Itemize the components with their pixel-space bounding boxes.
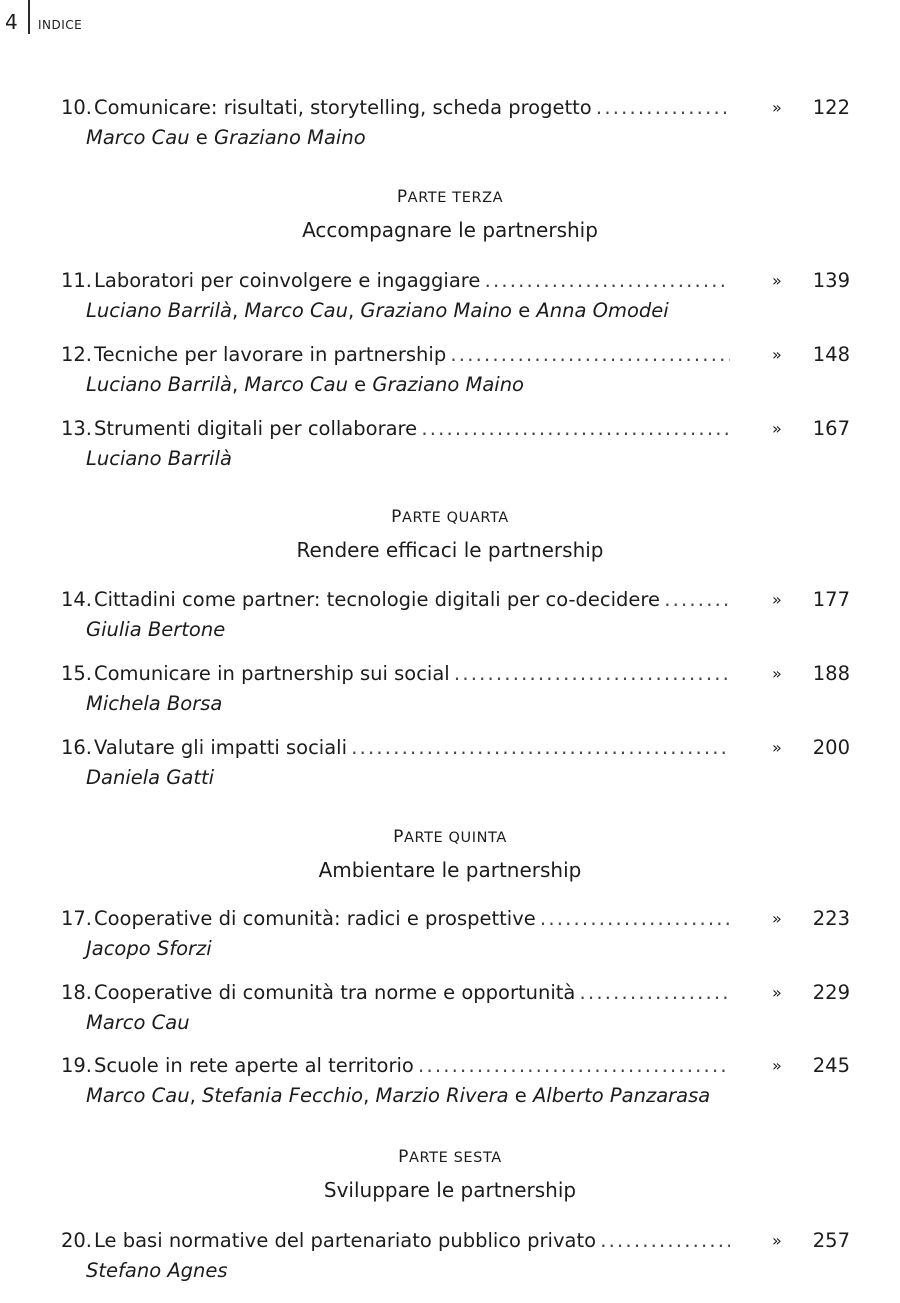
author-separator: e: [512, 299, 537, 322]
chapter-title: Comunicare: risultati, storytelling, scheda progetto . . .: [94, 93, 730, 123]
author-name: Anna Omodei: [536, 299, 669, 322]
chapter-number: 14.: [60, 588, 92, 611]
chapter-number: 10.: [60, 96, 92, 119]
chapter-number: 20.: [60, 1229, 92, 1252]
chapter-page-number: 257: [812, 1229, 850, 1252]
page-marker: »: [772, 738, 782, 757]
chapter-authors: [86, 123, 366, 153]
toc-entry-line: [0, 904, 900, 934]
author-name: Giulia Bertone: [86, 618, 226, 641]
page-marker: »: [772, 98, 782, 117]
chapter-authors: [86, 1256, 228, 1286]
chapter-page-number: 148: [812, 343, 850, 366]
part-label-rest: ARTE QUINTA: [403, 830, 507, 846]
header-rule: [28, 0, 30, 34]
chapter-page-number: 229: [812, 981, 850, 1004]
chapter-title: Cittadini come partner: tecnologie digitali per co-decidere . . .: [94, 585, 730, 615]
chapter-authors: [86, 444, 232, 474]
toc-entry-line: [0, 585, 900, 615]
author-name: Marco Cau: [244, 299, 348, 322]
author-separator: e: [508, 1084, 533, 1107]
author-separator: ,: [347, 299, 361, 322]
part-label-initial: P: [398, 1147, 410, 1167]
author-name: Marco Cau: [86, 1011, 190, 1034]
page-marker: »: [772, 983, 782, 1002]
toc-entry-line: [0, 659, 900, 689]
chapter-title: Cooperative di comunità tra norme e opportunità . . .: [94, 978, 730, 1008]
part-label-rest: ARTE QUARTA: [402, 510, 509, 526]
toc-entry: [0, 659, 900, 715]
chapter-authors: [86, 370, 524, 400]
toc-entry: [0, 93, 900, 149]
chapter-authors: [86, 615, 225, 645]
chapter-number: 13.: [60, 417, 92, 440]
page-marker: »: [772, 345, 782, 364]
chapter-page-number: 122: [812, 96, 850, 119]
toc-entry-line: [0, 978, 900, 1008]
toc-entry-line: [0, 1226, 900, 1256]
chapter-page-number: 223: [812, 907, 850, 930]
toc-entry: [0, 733, 900, 789]
chapter-title: Cooperative di comunità: radici e prospettive . . .: [94, 904, 730, 934]
toc-entry: [0, 266, 900, 322]
toc-entry-line: [0, 266, 900, 296]
chapter-authors: [86, 934, 212, 964]
author-name: Luciano Barrilà: [86, 299, 232, 322]
part-title: Accompagnare le partnership: [302, 218, 598, 242]
part-heading: [0, 1146, 900, 1206]
toc-entry-line: [0, 733, 900, 763]
chapter-number: 12.: [60, 343, 92, 366]
page-marker: »: [772, 909, 782, 928]
toc-entry: [0, 1226, 900, 1282]
part-label-rest: ARTE TERZA: [407, 190, 504, 206]
toc-entry: [0, 978, 900, 1034]
toc-entry: [0, 414, 900, 470]
chapter-authors: [86, 763, 214, 793]
toc-entry-line: [0, 414, 900, 444]
chapter-number: 19.: [60, 1054, 92, 1077]
page-marker: »: [772, 271, 782, 290]
part-title: Sviluppare le partnership: [323, 1178, 577, 1202]
chapter-number: 16.: [60, 736, 92, 759]
chapter-page-number: 177: [812, 588, 850, 611]
running-header: [0, 0, 900, 40]
page-number: 4: [5, 10, 18, 34]
toc-entry: [0, 340, 900, 396]
chapter-number: 17.: [60, 907, 92, 930]
chapter-title: Valutare gli impatti sociali . . .: [94, 733, 730, 763]
author-separator: e: [189, 126, 214, 149]
author-separator: ,: [231, 299, 245, 322]
chapter-number: 15.: [60, 662, 92, 685]
part-heading: [0, 506, 900, 566]
author-name: Stefano Agnes: [86, 1259, 228, 1282]
part-heading: [0, 826, 900, 886]
chapter-title: Tecniche per lavorare in partnership . . .: [94, 340, 730, 370]
toc-entry-line: [0, 1051, 900, 1081]
page-marker: »: [772, 419, 782, 438]
author-name: Graziano Maino: [372, 373, 524, 396]
author-name: Michela Borsa: [86, 692, 223, 715]
part-label-initial: P: [393, 827, 404, 847]
page-marker: »: [772, 1056, 782, 1075]
toc-entry-line: [0, 340, 900, 370]
part-heading: [0, 186, 900, 246]
author-name: Graziano Maino: [360, 299, 512, 322]
chapter-number: 11.: [60, 269, 92, 292]
chapter-title: Le basi normative del partenariato pubblico privato . . .: [94, 1226, 730, 1256]
chapter-title: Comunicare in partnership sui social . . .: [94, 659, 730, 689]
author-name: Alberto Panzarasa: [532, 1084, 711, 1107]
author-name: Stefania Fecchio: [201, 1084, 364, 1107]
chapter-number: 18.: [60, 981, 92, 1004]
chapter-authors: [86, 1081, 710, 1111]
author-name: Luciano Barrilà: [86, 373, 232, 396]
author-name: Marco Cau: [86, 126, 190, 149]
chapter-authors: [86, 1008, 190, 1038]
page-marker: »: [772, 664, 782, 683]
chapter-page-number: 139: [812, 269, 850, 292]
part-label: [0, 186, 900, 208]
chapter-page-number: 188: [812, 662, 850, 685]
toc-entry: [0, 585, 900, 641]
author-separator: ,: [189, 1084, 202, 1107]
author-name: Luciano Barrilà: [86, 447, 232, 470]
part-label-initial: P: [391, 507, 403, 527]
chapter-title: Scuole in rete aperte al territorio . . .: [94, 1051, 730, 1081]
author-separator: ,: [363, 1084, 376, 1107]
chapter-authors: [86, 689, 222, 719]
part-label: [0, 1146, 900, 1168]
chapter-title: Laboratori per coinvolgere e ingaggiare . . .: [94, 266, 730, 296]
chapter-page-number: 245: [812, 1054, 850, 1077]
author-name: Marco Cau: [86, 1084, 190, 1107]
toc-entry: [0, 1051, 900, 1107]
running-title: INDICE: [38, 18, 83, 32]
author-name: Graziano Maino: [213, 126, 366, 149]
author-separator: ,: [231, 373, 245, 396]
page-marker: »: [772, 590, 782, 609]
part-label: [0, 506, 900, 528]
author-name: Daniela Gatti: [86, 766, 215, 789]
part-title: Rendere efficaci le partnership: [296, 538, 604, 562]
chapter-page-number: 200: [812, 736, 850, 759]
toc-entry: [0, 904, 900, 960]
author-name: Jacopo Sforzi: [86, 937, 212, 960]
chapter-title: Strumenti digitali per collaborare . . .: [94, 414, 730, 444]
part-label-rest: ARTE SESTA: [409, 1150, 502, 1166]
part-title: Ambientare le partnership: [318, 858, 582, 882]
part-label: [0, 826, 900, 848]
author-separator: e: [347, 373, 373, 396]
author-name: Marzio Rivera: [375, 1084, 509, 1107]
toc-entry-line: [0, 93, 900, 123]
page-marker: »: [772, 1231, 782, 1250]
chapter-authors: [86, 296, 669, 326]
chapter-page-number: 167: [812, 417, 850, 440]
author-name: Marco Cau: [244, 373, 348, 396]
part-label-initial: P: [396, 187, 408, 207]
